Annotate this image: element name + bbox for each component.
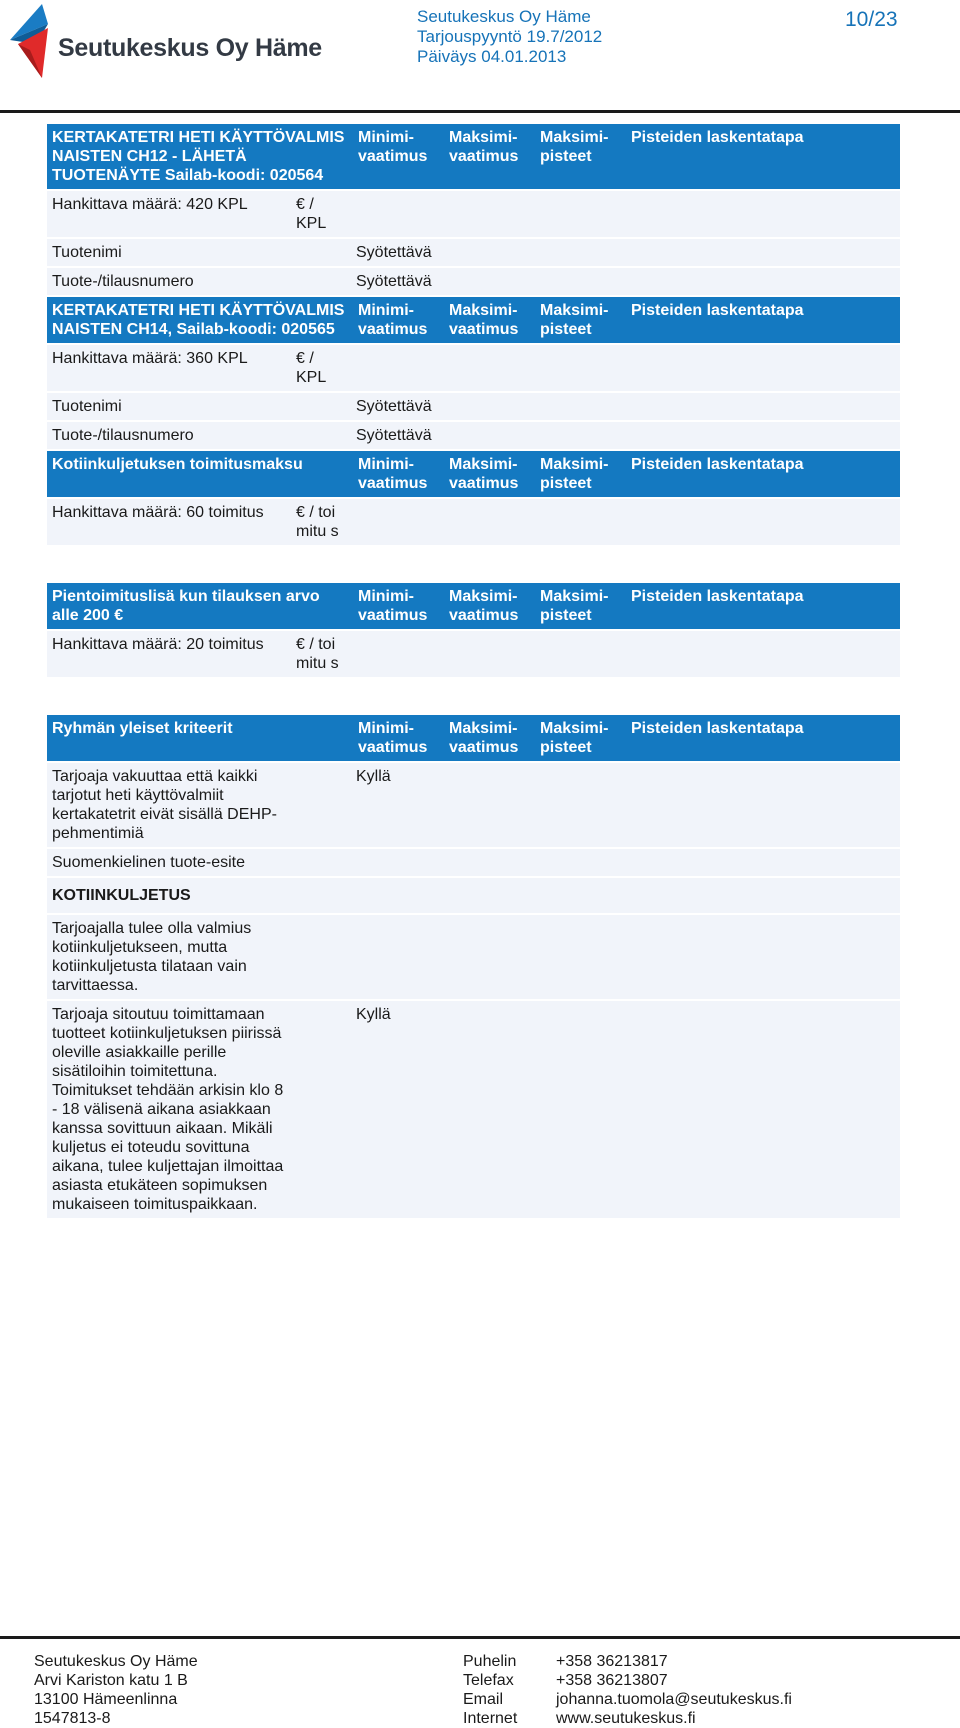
quantity-label: Hankittava määrä: 20 toimitus: [52, 636, 264, 653]
input-required-value: Syötettävä: [356, 244, 432, 261]
max-points-header: Maksimi-pisteet: [533, 297, 624, 343]
delivery-fee-section: [47, 451, 900, 547]
section-title: Ryhmän yleiset kriteerit: [52, 720, 233, 737]
quantity-label: Hankittava määrä: 60 toimitus: [52, 504, 264, 521]
scoring-method-header: Pisteiden laskentatapa: [624, 297, 900, 343]
empty-cell: [442, 1001, 900, 1218]
footer-divider: [0, 1636, 960, 1639]
criteria-text: Tarjoaja vakuuttaa että kaikki tarjotut heti käyttövalmiit kertakatetrit eivät sisällä DEHP-pehmentimiä: [52, 768, 277, 842]
empty-cell: [351, 882, 900, 909]
footer-street: Arvi Kariston katu 1 B: [34, 1672, 188, 1689]
unit-price-label: € / toimitu s: [296, 636, 339, 672]
fax-label: Telefax: [463, 1672, 514, 1689]
section-header-row: [47, 124, 900, 191]
phone-value: +358 36213817: [556, 1653, 668, 1670]
quantity-label: Hankittava määrä: 420 KPL: [52, 196, 248, 213]
logo-mark-icon: [8, 4, 60, 80]
product-section-ch12: [47, 124, 900, 297]
subheading-row: [47, 878, 900, 915]
criteria-row: [47, 849, 900, 878]
min-requirement-header: Minimi-vaatimus: [351, 124, 442, 189]
footer-contact-labels: [463, 1652, 517, 1728]
max-requirement-header: Maksimi-vaatimus: [442, 715, 533, 761]
empty-cell: [551, 393, 900, 420]
table-row: [47, 422, 900, 451]
input-required-value: Syötettävä: [356, 427, 432, 444]
general-criteria-section: [47, 715, 900, 1220]
page-header: [0, 0, 960, 112]
footer-company: Seutukeskus Oy Häme: [34, 1653, 198, 1670]
section-title: KERTAKATETRI HETI KÄYTTÖVALMIS NAISTEN CH12 - LÄHETÄ TUOTENÄYTE Sailab-koodi: 020564: [52, 129, 345, 184]
empty-cell: [442, 915, 900, 999]
page-number: 10/23: [845, 8, 898, 31]
page-footer: [0, 1632, 960, 1727]
max-points-header: Maksimi-pisteet: [533, 715, 624, 761]
footer-business-id: 1547813-8: [34, 1710, 111, 1727]
unit-price-label: € / KPL: [296, 196, 327, 232]
max-requirement-header: Maksimi-vaatimus: [442, 451, 533, 497]
empty-cell: [442, 763, 900, 847]
header-divider: [0, 110, 960, 113]
scoring-method-header: Pisteiden laskentatapa: [624, 583, 900, 629]
unit-price-label: € / KPL: [296, 350, 327, 386]
section-title: Pientoimituslisä kun tilauksen arvo alle 200 €: [52, 588, 320, 624]
company-logo: [8, 4, 322, 82]
criteria-answer: [351, 915, 442, 999]
criteria-row: [47, 1001, 900, 1220]
home-delivery-heading: KOTIINKULJETUS: [52, 887, 191, 904]
input-required-value: Syötettävä: [356, 273, 432, 290]
max-points-header: Maksimi-pisteet: [533, 124, 624, 189]
email-label: Email: [463, 1691, 504, 1708]
min-cell: [351, 191, 442, 237]
criteria-text: Tarjoaja sitoutuu toimittamaan tuotteet kotiinkuljetuksen piirissä oleville asiakkaille perille sisätiloihin toimitettuna. Toimitukset tehdään arkisin klo 8 - 18 välisenä aikana asiakkaan kanssa sovittuun aikaan. Mikäli kuljetus ei toteudu sovittuna aikana, tulee kuljettajan ilmoittaa asiasta etukäteen sopimuksen mukaiseen toimituspaikkaan.: [52, 1006, 284, 1213]
footer-address: [34, 1652, 198, 1728]
fax-value: +358 36213807: [556, 1672, 668, 1689]
footer-contact-values: [556, 1652, 792, 1728]
document-date: Päiväys 04.01.2013: [417, 47, 567, 66]
quantity-label: Hankittava määrä: 360 KPL: [52, 350, 248, 367]
product-section-ch14: [47, 297, 900, 451]
empty-cell: [351, 499, 900, 545]
empty-cell: [351, 631, 900, 677]
empty-cell: [442, 849, 900, 876]
input-required-value: Syötettävä: [356, 398, 432, 415]
min-requirement-header: Minimi-vaatimus: [351, 297, 442, 343]
company-name: Seutukeskus Oy Häme: [417, 7, 591, 26]
row-label: Tuotenimi: [52, 398, 122, 415]
max-requirement-header: Maksimi-vaatimus: [442, 583, 533, 629]
document-info: [417, 7, 602, 67]
min-requirement-header: Minimi-vaatimus: [351, 715, 442, 761]
criteria-text: Tarjoajalla tulee olla valmius kotiinkuljetukseen, mutta kotiinkuljetusta tilataan vain tarvittaessa.: [52, 920, 252, 994]
section-title: KERTAKATETRI HETI KÄYTTÖVALMIS NAISTEN CH14, Sailab-koodi: 020565: [52, 302, 345, 338]
row-label: Tuotenimi: [52, 244, 122, 261]
criteria-answer: Kyllä: [356, 768, 391, 785]
website-link[interactable]: www.seutukeskus.fi: [556, 1710, 696, 1727]
empty-cell: [551, 422, 900, 449]
section-header-row: [47, 583, 900, 631]
min-requirement-header: Minimi-vaatimus: [351, 451, 442, 497]
max-requirement-header: Maksimi-vaatimus: [442, 124, 533, 189]
table-row: [47, 268, 900, 297]
phone-label: Puhelin: [463, 1653, 517, 1670]
quantity-row: [47, 499, 900, 547]
quantity-row: [47, 191, 900, 239]
scoring-method-header: Pisteiden laskentatapa: [624, 124, 900, 189]
min-requirement-header: Minimi-vaatimus: [351, 583, 442, 629]
empty-cell: [551, 268, 900, 295]
section-title: Kotiinkuljetuksen toimitusmaksu: [52, 456, 303, 473]
scoring-method-header: Pisteiden laskentatapa: [624, 715, 900, 761]
quantity-row: [47, 631, 900, 679]
small-order-fee-section: [47, 583, 900, 679]
max-points-header: Maksimi-pisteet: [533, 451, 624, 497]
section-header-row: [47, 297, 900, 345]
scoring-method-header: Pisteiden laskentatapa: [624, 451, 900, 497]
criteria-row: [47, 763, 900, 849]
criteria-answer: Kyllä: [356, 1006, 391, 1023]
quantity-row: [47, 345, 900, 393]
row-label: Tuote-/tilausnumero: [52, 273, 194, 290]
email-link[interactable]: johanna.tuomola@seutukeskus.fi: [556, 1691, 792, 1708]
tender-reference: Tarjouspyyntö 19.7/2012: [417, 27, 603, 46]
table-row: [47, 393, 900, 422]
section-header-row: [47, 715, 900, 763]
max-requirement-header: Maksimi-vaatimus: [442, 297, 533, 343]
criteria-row: [47, 915, 900, 1001]
empty-cell: [551, 239, 900, 266]
section-header-row: [47, 451, 900, 499]
empty-cell: [442, 191, 900, 237]
empty-cell: [351, 345, 900, 391]
row-label: Tuote-/tilausnumero: [52, 427, 194, 444]
footer-city: 13100 Hämeenlinna: [34, 1691, 178, 1708]
tender-content: [47, 124, 900, 1220]
criteria-text: Suomenkielinen tuote-esite: [52, 854, 246, 871]
max-points-header: Maksimi-pisteet: [533, 583, 624, 629]
table-row: [47, 239, 900, 268]
criteria-answer: [351, 849, 442, 876]
logo-text: Seutukeskus Oy Häme: [58, 34, 322, 62]
internet-label: Internet: [463, 1710, 518, 1727]
unit-price-label: € / toimitu s: [296, 504, 339, 540]
